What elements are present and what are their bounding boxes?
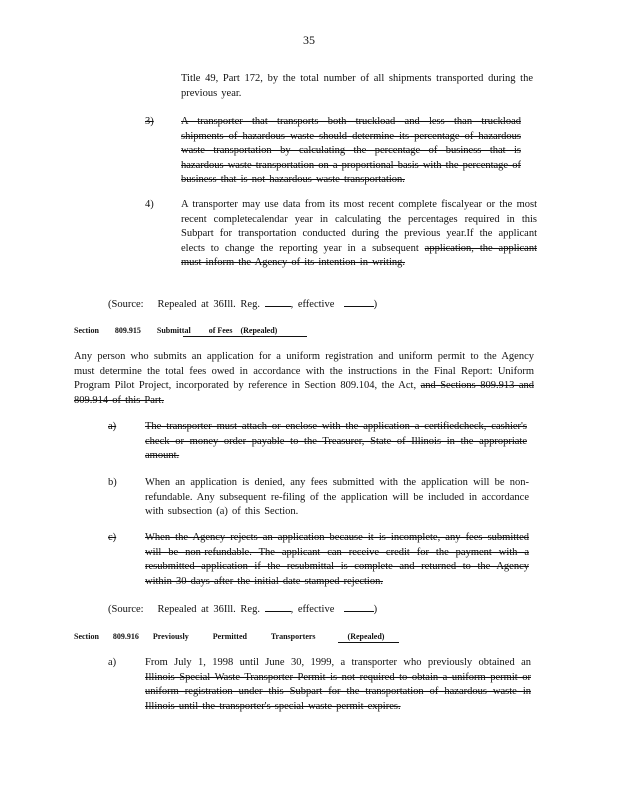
section-title-part-1: Previously [152, 632, 189, 641]
section-label: Section [74, 632, 99, 641]
section-repealed-label: (Repealed) [347, 632, 385, 641]
item-b-text: When an application is denied, any fees submitted with the application will be non-refundable. Any subsequent re-filing of the application will be included in accordance with subsection (a) of this Section. [145, 477, 529, 517]
section-915-heading [74, 325, 277, 336]
item-4-number: 4) [145, 199, 154, 210]
section-title-part-2: Permitted [212, 632, 247, 641]
item-c-number: c) [108, 532, 117, 543]
source-close: ) [373, 299, 378, 310]
source-effective: , effective [290, 604, 335, 615]
page-number: 35 [303, 33, 315, 47]
section-915-intro-struck: and Sections 809.913 and 809.914 of this Part. [74, 380, 534, 406]
section-title-part-3: Transporters [270, 632, 316, 641]
source-effective-blank [344, 601, 374, 612]
section-title-part-1: Submittal [156, 326, 191, 335]
source-repealed: Repealed [157, 299, 197, 310]
item-916-a-text [145, 656, 531, 714]
source-close: ) [373, 604, 378, 615]
source-prefix: (Source: [108, 604, 144, 615]
source-repealed: Repealed [157, 604, 197, 615]
item-4-text-struck: application, the applicant must inform the Agency of its intention in writing. [181, 242, 538, 268]
item-4-text [181, 198, 537, 271]
source-prefix: (Source: [108, 299, 144, 310]
continuation-paragraph: Title 49, Part 172, by the total number of all shipments transported during the previous year. [181, 73, 533, 99]
source-effective-blank [344, 296, 374, 307]
source-note-1 [108, 296, 377, 313]
item-916-a-text-kept: From July 1, 1998 until June 30, 1999, a transporter who previously obtained an [145, 657, 531, 668]
item-3-number: 3) [145, 116, 154, 127]
item-4-text-kept: A transporter may use data from its most recent complete fiscalyear or the most recent completecalendar year in calculating the percentages required in this Subpart for transportation conducted during the previous year.If the applicant elects to change the reporting year in a subsequent [181, 199, 537, 254]
section-title-part-2: of Fees [208, 326, 233, 335]
source-at-reg: at 36Ill. Reg. [201, 604, 260, 615]
source-reg-blank [265, 296, 291, 307]
item-3-text: A transporter that transports both truckload and less than truckload shipments of hazardous waste should determine its percentage of hazardous waste transportation by calculating the percentage of business that is hazardous waste transportation on a proportional basis with the percentage of business that is not hazardous waste transportation. [181, 116, 521, 185]
item-916-a-number: a) [108, 657, 117, 668]
source-reg-blank [265, 601, 291, 612]
item-c-text: When the Agency rejects an application because it is incomplete, any fees submitted will be non-refundable. The applicant can receive credit for the payment with a resubmitted application if the resubmittal is complete and returned to the Agency within 30 days after the initial date stamped rejection. [145, 532, 529, 587]
section-915-intro-kept: Any person who submits an application for a uniform registration and uniform permit to the Agency must determine the total fees owed in accordance with the instructions in the Final Report: Uniform Program Pilot Project, incorporated by reference in Section 809.104, the Act, [74, 351, 534, 391]
source-note-2 [108, 601, 377, 618]
source-effective: , effective [290, 299, 335, 310]
item-b-number: b) [108, 477, 117, 488]
section-number: 809.916 [112, 632, 139, 641]
item-916-a-text-struck: Illinois Special Waste Transporter Permit is not required to obtain a uniform permit or uniform registration under this Subpart for the transportation of hazardous waste in Illinois until the transporter's special waste permit expires. [145, 671, 531, 712]
section-label: Section [74, 326, 99, 335]
section-916-underline [338, 642, 399, 643]
section-number: 809.915 [114, 326, 141, 335]
section-915-underline [183, 336, 307, 337]
source-at-reg: at 36Ill. Reg. [201, 299, 260, 310]
section-916-heading [74, 631, 384, 642]
item-a-number: a) [108, 421, 117, 432]
item-a-text: The transporter must attach or enclose with the application a certifiedcheck, cashier's check or money order payable to the Treasurer, State of Illinois in the appropriate amount. [145, 421, 527, 461]
section-repealed-label: (Repealed) [240, 326, 278, 335]
section-915-intro [74, 350, 534, 408]
